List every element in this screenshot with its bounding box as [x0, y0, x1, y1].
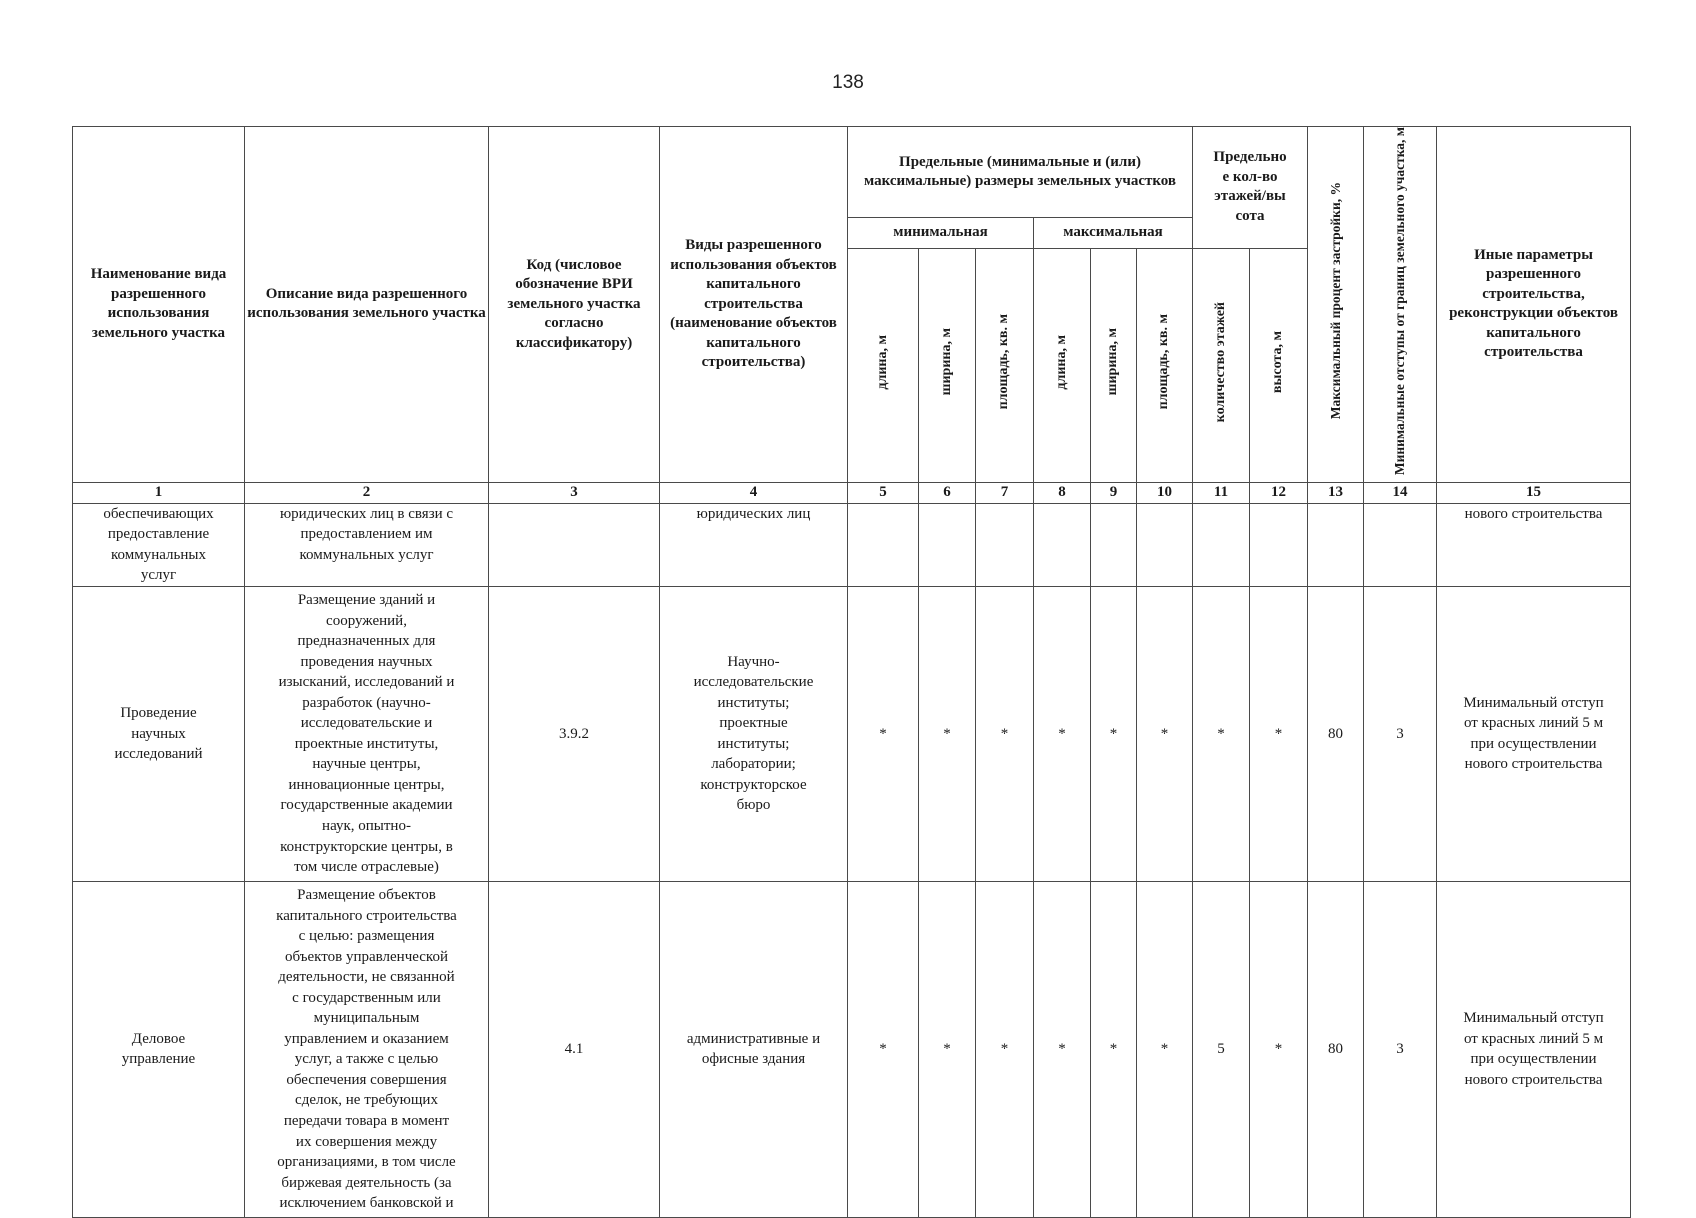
cell-code: 4.1: [489, 881, 660, 1217]
header-col15: Иные параметры разрешенного строительства, реконструкции объектов капитального строительства: [1437, 127, 1631, 483]
cell-min-area: *: [976, 586, 1034, 881]
header-group-min: минимальная: [848, 218, 1034, 248]
cell-height: *: [1250, 881, 1308, 1217]
column-number: 4: [660, 482, 848, 503]
header-col10-text: площадь, кв. м: [1156, 314, 1172, 410]
column-number: 1: [73, 482, 245, 503]
table-body: [73, 503, 1631, 1217]
table-row-research: [73, 586, 1631, 881]
column-number: 11: [1193, 482, 1250, 503]
column-number: 12: [1250, 482, 1308, 503]
cell-max-length: *: [1034, 586, 1091, 881]
header-col7-text: площадь, кв. м: [996, 314, 1012, 410]
header-col12-text: высота, м: [1270, 330, 1286, 394]
cell-max-percent: 80: [1308, 586, 1364, 881]
cell-max-width: *: [1091, 881, 1137, 1217]
header-col6-text: ширина, м: [938, 328, 954, 396]
header-col9: [1091, 248, 1137, 482]
cell-min-width: [919, 503, 976, 586]
column-number: 2: [245, 482, 489, 503]
header-group-max: максимальная: [1034, 218, 1193, 248]
cell-max-length: *: [1034, 881, 1091, 1217]
header-col13: [1308, 127, 1364, 483]
header-col8-text: длина, м: [1053, 334, 1069, 390]
cell-min-width: *: [919, 881, 976, 1217]
column-number: 10: [1137, 482, 1193, 503]
header-col4: Виды разрешенного использования объектов капитального строительства (наименование объектов капитального строительства): [660, 127, 848, 483]
cell-other: Минимальный отступ от красных линий 5 м при осуществлении нового строительства: [1437, 881, 1631, 1217]
cell-max-width: *: [1091, 586, 1137, 881]
header-col9-text: ширина, м: [1105, 328, 1121, 396]
header-col11-text: количество этажей: [1212, 301, 1228, 423]
column-number: 13: [1308, 482, 1364, 503]
table-header: [73, 127, 1631, 504]
header-col10: [1137, 248, 1193, 482]
cell-name: Проведение научных исследований: [73, 586, 245, 881]
cell-min-setback: [1364, 503, 1437, 586]
cell-description: Размещение объектов капитального строительства с целью: размещения объектов управленческой деятельности, не связанной с государственным или муниципальным управлением и оказанием услуг, а также с целью обеспечения совершения сделок, не требующих передачи товара в момент их совершения между организациями, в том числе биржевая деятельность (за исключением банковской и: [245, 881, 489, 1217]
cell-name: обеспечивающих предоставление коммунальных услуг: [73, 503, 245, 586]
cell-min-length: *: [848, 881, 919, 1217]
cell-other: Минимальный отступ от красных линий 5 м при осуществлении нового строительства: [1437, 586, 1631, 881]
cell-floors: [1193, 503, 1250, 586]
column-number: 5: [848, 482, 919, 503]
page-number: 138: [832, 72, 864, 93]
cell-name: Деловое управление: [73, 881, 245, 1217]
column-number: 15: [1437, 482, 1631, 503]
cell-description: юридических лиц в связи с предоставлением им коммунальных услуг: [245, 503, 489, 586]
cell-min-area: *: [976, 881, 1034, 1217]
header-col5: [848, 248, 919, 482]
cell-min-width: *: [919, 586, 976, 881]
cell-height: [1250, 503, 1308, 586]
header-col6: [919, 248, 976, 482]
table-row-continuation: [73, 503, 1631, 586]
cell-code: 3.9.2: [489, 586, 660, 881]
cell-min-length: *: [848, 586, 919, 881]
cell-other: нового строительства: [1437, 503, 1631, 586]
cell-description: Размещение зданий и сооружений, предназначенных для проведения научных изысканий, исследований и разработок (научно- исследовательские и проектные институты, научные центры, инновационные центры, государственные академии наук, опытно- конструкторские центры, в том числе отраслевые): [245, 586, 489, 881]
column-number: 14: [1364, 482, 1437, 503]
column-number-row: [73, 482, 1631, 503]
header-col14-text: Минимальные отступы от границ земельного участка, м: [1392, 127, 1408, 476]
header-col5-text: длина, м: [874, 334, 890, 390]
cell-floors: *: [1193, 586, 1250, 881]
header-col7: [976, 248, 1034, 482]
cell-max-percent: [1308, 503, 1364, 586]
header-col2: Описание вида разрешенного использования земельного участка: [245, 127, 489, 483]
cell-objects: административные и офисные здания: [660, 881, 848, 1217]
table-row-business: [73, 881, 1631, 1217]
header-col8: [1034, 248, 1091, 482]
zoning-regulations-table: [72, 126, 1631, 1218]
header-col3: Код (числовое обозначение ВРИ земельного участка согласно классификатору): [489, 127, 660, 483]
cell-min-area: [976, 503, 1034, 586]
header-col12: [1250, 248, 1308, 482]
cell-code: [489, 503, 660, 586]
column-number: 6: [919, 482, 976, 503]
column-number: 3: [489, 482, 660, 503]
cell-max-length: [1034, 503, 1091, 586]
header-col14: [1364, 127, 1437, 483]
cell-max-percent: 80: [1308, 881, 1364, 1217]
cell-min-setback: 3: [1364, 586, 1437, 881]
header-col1: Наименование вида разрешенного использования земельного участка: [73, 127, 245, 483]
cell-max-area: *: [1137, 586, 1193, 881]
cell-max-area: *: [1137, 881, 1193, 1217]
header-group-floors: Предельно е кол-во этажей/вы сота: [1193, 127, 1308, 249]
column-number: 9: [1091, 482, 1137, 503]
cell-min-length: [848, 503, 919, 586]
cell-min-setback: 3: [1364, 881, 1437, 1217]
cell-max-width: [1091, 503, 1137, 586]
cell-objects: юридических лиц: [660, 503, 848, 586]
header-col13-text: Максимальный процент застройки, %: [1327, 182, 1343, 420]
column-number: 8: [1034, 482, 1091, 503]
cell-height: *: [1250, 586, 1308, 881]
cell-max-area: [1137, 503, 1193, 586]
column-number: 7: [976, 482, 1034, 503]
header-col11: [1193, 248, 1250, 482]
header-group-sizes: Предельные (минимальные и (или) максимальные) размеры земельных участков: [848, 127, 1193, 218]
cell-objects: Научно- исследовательские институты; проектные институты; лаборатории; конструкторское бюро: [660, 586, 848, 881]
cell-floors: 5: [1193, 881, 1250, 1217]
